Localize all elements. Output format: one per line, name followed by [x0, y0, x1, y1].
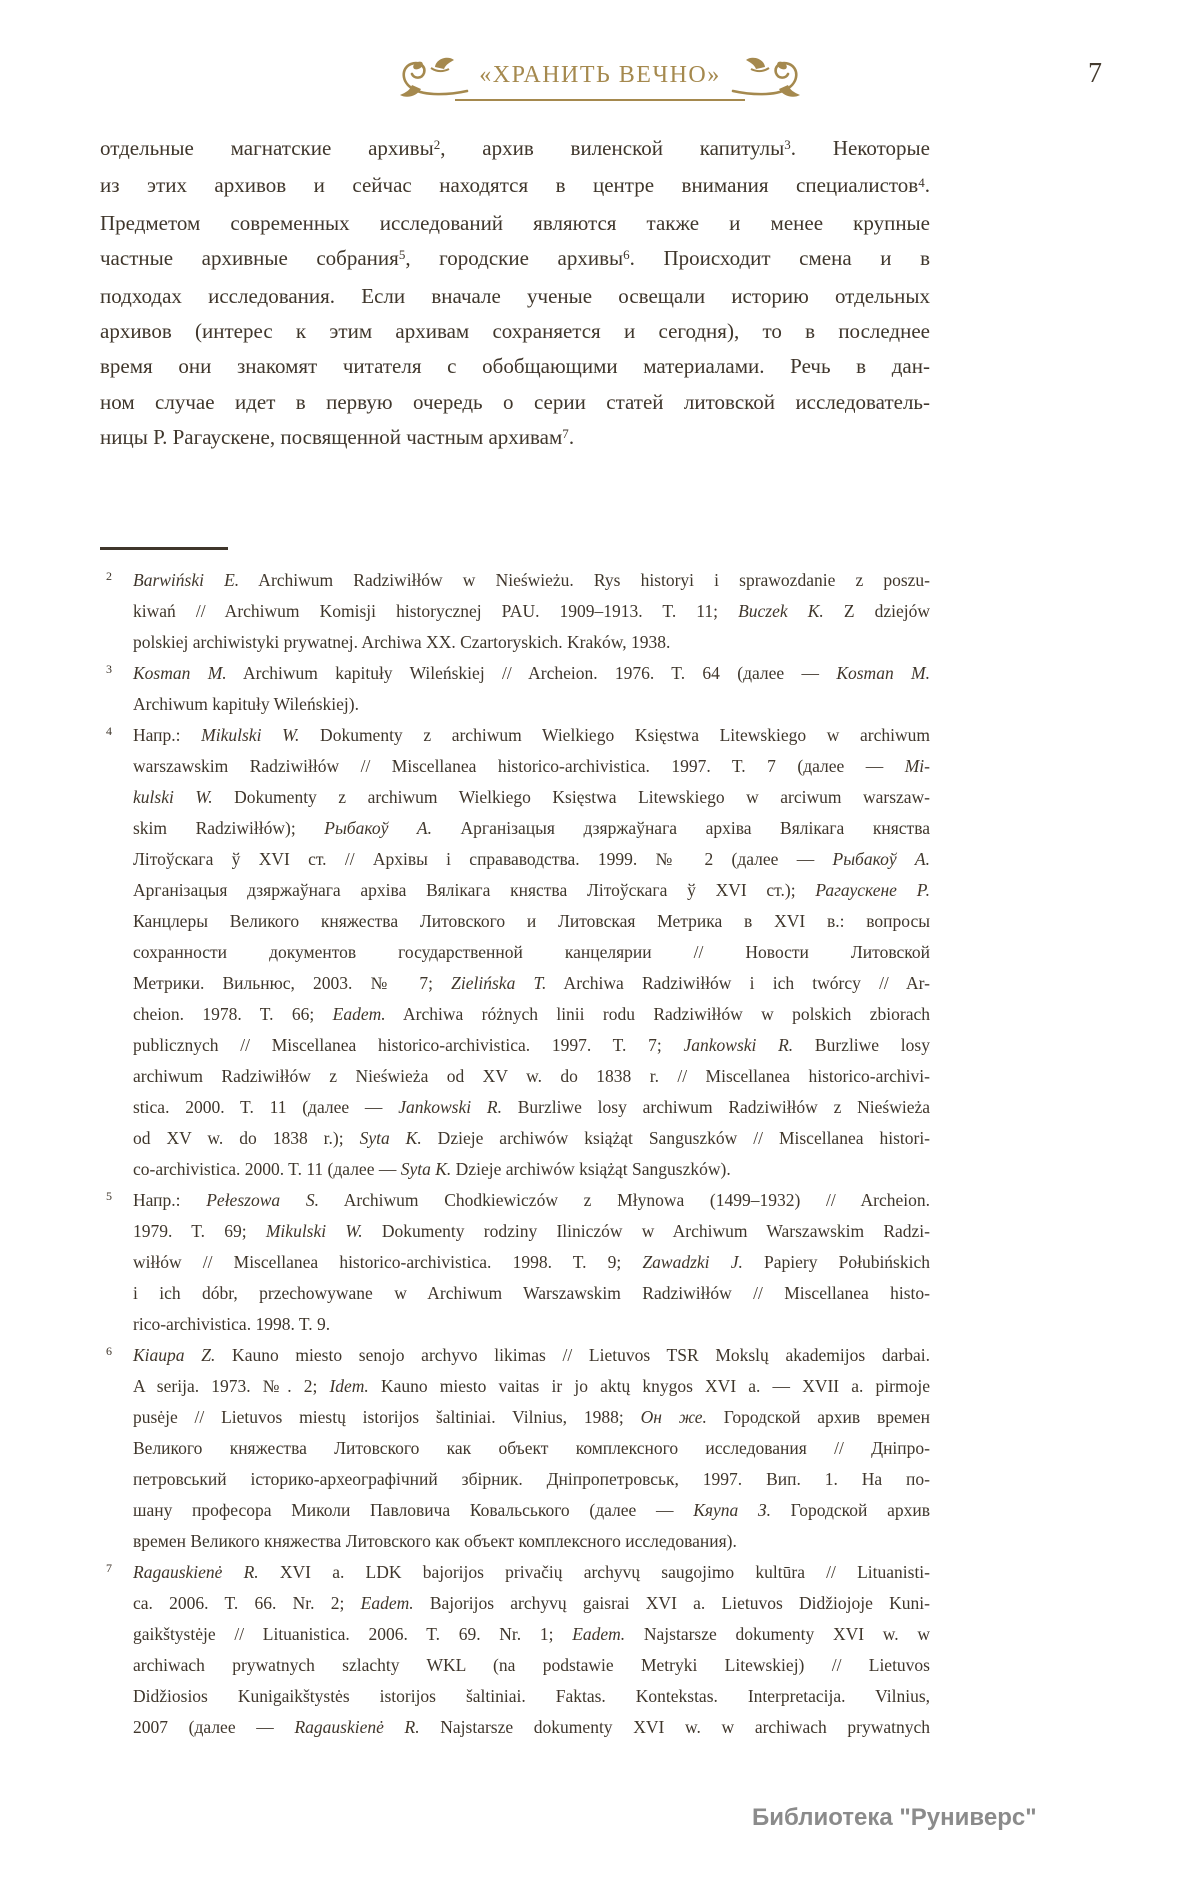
text-line: сохранности документов государственной канцелярии // Новости Литовской [133, 942, 930, 962]
text-line: Напр.: Pełeszowa S. Archiwum Chodkiewiczów z Młynowa (1499–1932) // Archeion. [133, 1190, 930, 1210]
text-line: Предметом современных исследований являются также и менее крупные [100, 210, 930, 235]
text-line: подходах исследования. Если вначале ученые освещали историю отдельных [100, 283, 930, 308]
text-line: Літоўскага ў XVI ст. // Архівы і справаводства. 1999. № 2 (далее — Рыбакоў А. [133, 849, 930, 869]
text-line: gaikštystėje // Lituanistica. 2006. T. 69. Nr. 1; Eadem. Najstarsze dokumenty XVI w. w [133, 1624, 930, 1644]
text-line: Didžiosios Kunigaikštystės istorijos šaltiniai. Faktas. Kontekstas. Interpretacija. Vilnius, [133, 1686, 930, 1706]
footnote-number: 5 [106, 1189, 112, 1203]
footnote [100, 1185, 930, 1340]
footnote-number: 3 [106, 662, 112, 676]
text-line: cheion. 1978. T. 66; Eadem. Archiwa różnych linii rodu Radziwiłłów w polskich zbiorach [133, 1004, 930, 1024]
text-line: Kosman M. Archiwum kapituły Wileńskiej // Archeion. 1976. T. 64 (далее — Kosman M. [133, 663, 930, 683]
text-line: шану професора Миколи Павловича Ковальського (далее — Кяупа З. Городской архив [133, 1500, 930, 1520]
text-line: wiłłów // Miscellanea historico-archivistica. 1998. T. 9; Zawadzki J. Papiery Połubińskich [133, 1252, 930, 1272]
text-line: warszawskim Radziwiłłów // Miscellanea historico-archivistica. 1997. T. 7 (далее — Mi- [133, 756, 930, 776]
text-line: A serija. 1973. №. 2; Idem. Kauno miesto vaitas ir jo aktų knygos XVI a. — XVII a. pirmoje [133, 1376, 930, 1396]
text-line: polskiej archiwistyki prywatnej. Archiwa XX. Czartoryskich. Kraków, 1938. [133, 632, 671, 652]
text-line: kiwań // Archiwum Komisji historycznej PAU. 1909–1913. T. 11; Buczek K. Z dziejów [133, 601, 930, 621]
main-paragraph [100, 131, 930, 458]
text-line: 1979. T. 69; Mikulski W. Dokumenty rodziny Iliniczów w Archiwum Warszawskim Radzi- [133, 1221, 930, 1241]
flourish-left-icon [391, 54, 469, 100]
text-line: Метрики. Вильнюс, 2003. № 7; Zielińska T. Archiwa Radziwiłłów i ich twórcy // Ar- [133, 973, 930, 993]
footnote-number: 2 [106, 569, 112, 583]
ornament-rule [455, 99, 744, 102]
text-line: pusėje // Lietuvos miestų istorijos šaltiniai. Vilnius, 1988; Он же. Городской архив времен [133, 1407, 931, 1427]
text-line: Канцлеры Великого княжества Литовского и Литовская Метрика в XVI в.: вопросы [133, 911, 930, 931]
text-line: stica. 2000. T. 11 (далее — Jankowski R. Burzliwe losy archiwum Radziwiłłów z Nieświeża [133, 1097, 931, 1117]
text-line: петровський історико-археографічний збірник. Дніпропетровськ, 1997. Вип. 1. На по- [133, 1469, 930, 1489]
footnote-ref: 2 [433, 137, 441, 153]
text-line: архивов (интерес к этим архивам сохраняется и сегодня), то в последнее [100, 319, 930, 344]
footnote-ref: 6 [623, 247, 630, 263]
text-line: Арганізацыя дзяржаўнага архіва Вялікага княства Літоўскага ў XVI ст.); Рагаускене Р. [133, 880, 931, 900]
header-ornament [391, 54, 808, 110]
footnote [100, 1340, 930, 1557]
text-line: Великого княжества Литовского как объект комплексного исследования // Дніпро- [133, 1438, 930, 1458]
footnote-number: 4 [106, 724, 112, 738]
text-line: отдельные магнатские архивы$^2$, архив виленской капитулы$^3$. Некоторые [100, 136, 930, 160]
footnotes [100, 565, 930, 1743]
text-line: ницы Р. Рагаускене, посвященной частным архивам$^7$. [100, 425, 575, 450]
page-number: 7 [1088, 58, 1102, 89]
text-line: из этих архивов и сейчас находятся в центре внимания специалистов$^4$. [100, 173, 930, 198]
text-line: Kiaupa Z. Kauno miesto senojo archyvo likimas // Lietuvos TSR Mokslų akademijos darbai. [133, 1345, 931, 1365]
text-line: od XV w. do 1838 r.); Syta K. Dzieje archiwów książąt Sanguszków // Miscellanea histori- [133, 1128, 931, 1148]
footnote-separator [100, 547, 228, 550]
text-line: время они знакомят читателя с обобщающими материалами. Речь в дан- [100, 354, 930, 379]
text-line: archiwum Radziwiłłów z Nieświeża od XV w. do 1838 r. // Miscellanea historico-archivi- [133, 1066, 930, 1086]
footnote-number: 6 [106, 1344, 112, 1358]
page-header [0, 0, 1200, 120]
library-watermark: Библиотека "Руниверс" [752, 1804, 1037, 1831]
text-line: Archiwum kapituły Wileńskiej). [133, 694, 359, 714]
footnote-ref: 3 [784, 137, 791, 153]
text-line: rico-archivistica. 1998. T. 9. [133, 1314, 331, 1334]
flourish-right-icon [731, 54, 809, 100]
text-line: 2007 (далее — Ragauskienė R. Najstarsze dokumenty XVI w. w archiwach prywatnych [133, 1717, 931, 1737]
footnote [100, 565, 930, 658]
footnote-ref: 5 [398, 247, 406, 263]
text-line: Напр.: Mikulski W. Dokumenty z archiwum Wielkiego Księstwa Litewskiego w archiwum [133, 725, 931, 745]
footnote-ref: 4 [918, 174, 925, 190]
text-line: i ich dóbr, przechowywane w Archiwum Warszawskim Radziwiłłów // Miscellanea histo- [133, 1283, 930, 1303]
text-line: Ragauskienė R. XVI a. LDK bajorijos privačių archyvų saugojimo kultūra // Lituanisti- [133, 1562, 930, 1582]
text-line: Barwiński E. Archiwum Radziwiłłów w Nieświeżu. Rys historyi i sprawozdanie z poszu- [133, 570, 930, 590]
footnote [100, 1557, 930, 1743]
text-line: kulski W. Dokumenty z archiwum Wielkiego Księstwa Litewskiego w arciwum warszaw- [133, 787, 930, 807]
text-line: ном случае идет в первую очередь о серии статей литовской исследователь- [100, 389, 930, 414]
footnote [100, 658, 930, 720]
text-line: времен Великого княжества Литовского как объект комплексного исследования). [133, 1531, 737, 1551]
running-title: «ХРАНИТЬ ВЕЧНО» [479, 62, 721, 88]
text-line: archiwach prywatnych szlachty WKL (na podstawie Metryki Litewskiej) // Lietuvos [133, 1655, 930, 1675]
footnote [100, 720, 930, 1185]
footnote-number: 7 [106, 1561, 112, 1575]
text-line: ca. 2006. T. 66. Nr. 2; Eadem. Bajorijos archyvų gaisrai XVI a. Lietuvos Didžiojoje Kuni- [133, 1593, 930, 1613]
text-line: частные архивные собрания$^5$, городские архивы$^6$. Происходит смена и в [100, 246, 930, 271]
footnote-ref: 7 [562, 426, 569, 442]
text-line: skim Radziwiłłów); Рыбакоў А. Арганізацыя дзяржаўнага архіва Вялікага княства [133, 818, 930, 838]
text-line: co-archivistica. 2000. T. 11 (далее — Syta K. Dzieje archiwów książąt Sanguszków). [133, 1159, 731, 1179]
text-line: publicznych // Miscellanea historico-archivistica. 1997. T. 7; Jankowski R. Burzliwe losy [133, 1035, 930, 1055]
